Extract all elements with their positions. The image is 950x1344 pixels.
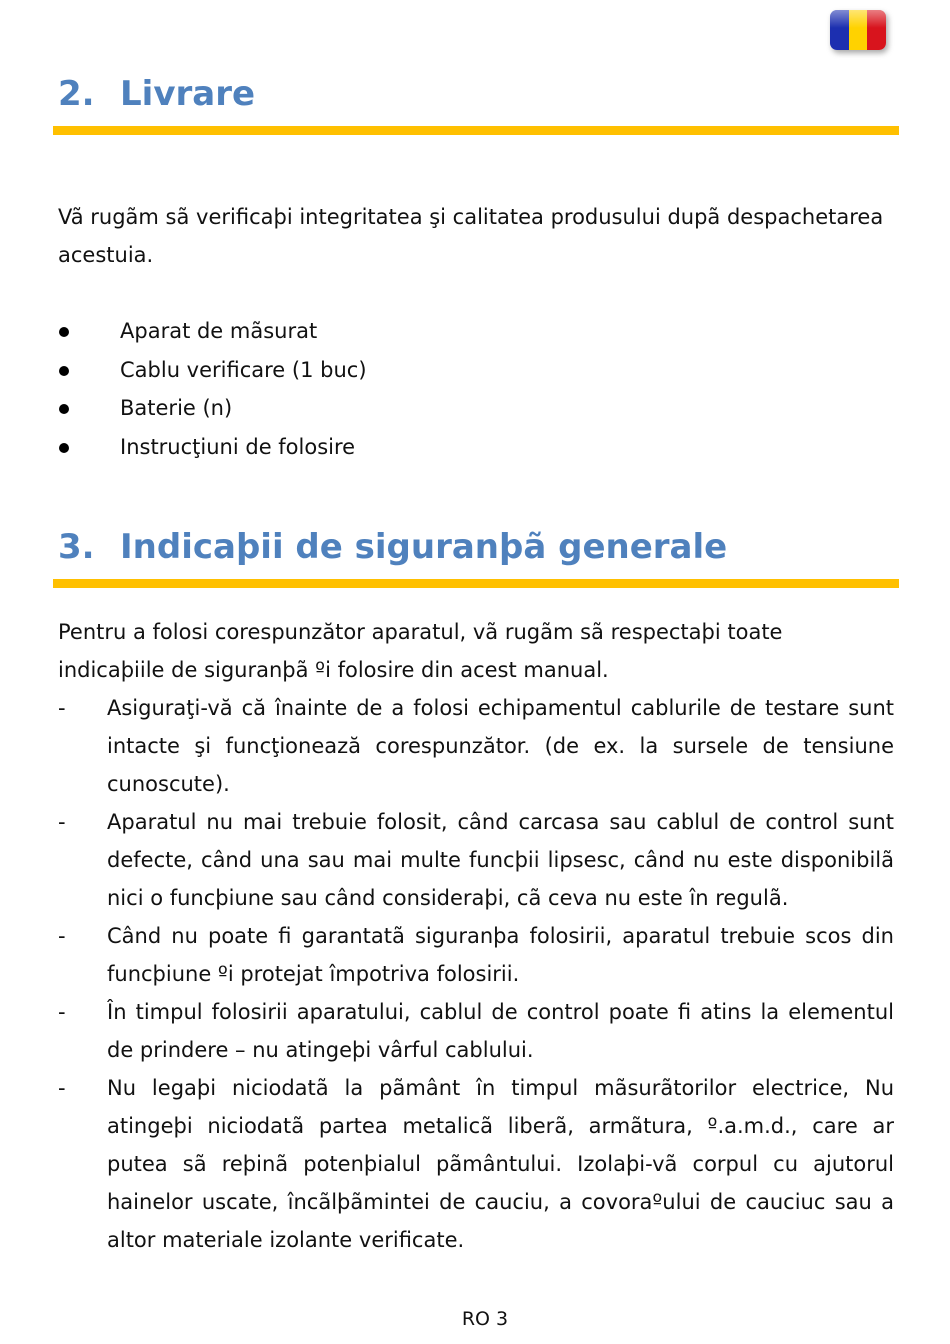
delivery-list bbox=[58, 312, 367, 466]
dash-marker: - bbox=[58, 696, 66, 720]
list-item bbox=[58, 803, 894, 917]
section-2-rule bbox=[53, 126, 899, 135]
list-item-text: Când nu poate fi garantatã siguranþa folosirii, aparatul trebuie scos din funcþiune ºi protejat împotriva folosirii. bbox=[107, 924, 894, 986]
section-2-heading bbox=[58, 74, 255, 114]
page-number: RO 3 bbox=[461, 1308, 509, 1330]
safety-list bbox=[58, 689, 894, 1259]
section-3-title: Indicaþii de siguranþã generale bbox=[120, 527, 728, 567]
section-3-number: 3. bbox=[58, 527, 95, 567]
romania-flag-icon bbox=[830, 10, 886, 50]
dash-marker: - bbox=[58, 1000, 66, 1024]
section-3-intro: Pentru a folosi corespunzător aparatul, vã rugãm sã respectaþi toate indicaþiile de siguranþã ºi folosire din acest manual. bbox=[58, 620, 783, 682]
list-item: Instrucţiuni de folosire bbox=[58, 428, 367, 467]
list-item bbox=[58, 917, 894, 993]
list-item-text: Nu legaþi niciodatã la pãmânt în timpul mãsurãtorilor electrice, Nu atingeþi niciodatã partea metalicã liberã, armãtura, º.a.m.d., care ar putea sã reþinã potenþialul pãmântului. Izolaþi-vã corpul cu ajutorul hainelor uscate, încãlþãmintei de cauciu, a covoraºului de cauciuc sau a altor materiale izolante verificate. bbox=[107, 1076, 894, 1252]
flag-stripe-red bbox=[867, 10, 886, 50]
section-3-heading bbox=[58, 527, 727, 567]
dash-marker: - bbox=[58, 810, 66, 834]
list-item-text: Aparatul nu mai trebuie folosit, când carcasa sau cablul de control sunt defecte, când una sau mai multe funcþii lipsesc, când nu este disponibilã nici o funcþiune sau când consideraþi, cã ceva nu este în regulã. bbox=[107, 810, 894, 910]
list-item bbox=[58, 1069, 894, 1259]
list-item: Cablu verificare (1 buc) bbox=[58, 351, 367, 390]
dash-marker: - bbox=[58, 1076, 66, 1100]
list-item: Aparat de mãsurat bbox=[58, 312, 367, 351]
flag-stripe-blue bbox=[830, 10, 849, 50]
list-item bbox=[58, 689, 894, 803]
section-3-rule bbox=[53, 579, 899, 588]
section-2-title: Livrare bbox=[120, 74, 256, 114]
dash-marker: - bbox=[58, 924, 66, 948]
list-item: Baterie (n) bbox=[58, 389, 367, 428]
list-item bbox=[58, 993, 894, 1069]
section-2-number: 2. bbox=[58, 74, 95, 114]
section-2-intro: Vã rugãm sã verificaþi integritatea şi calitatea produsului dupã despachetarea acestuia. bbox=[58, 205, 884, 267]
list-item-text: În timpul folosirii aparatului, cablul de control poate fi atins la elementul de prindere – nu atingeþi vârful cablului. bbox=[107, 1000, 894, 1062]
flag-stripe-yellow bbox=[849, 10, 868, 50]
list-item-text: Asiguraţi-vă că înainte de a folosi echipamentul cablurile de testare sunt intacte şi funcţionează corespunzător. (de ex. la sursele de tensiune cunoscute). bbox=[107, 696, 894, 796]
